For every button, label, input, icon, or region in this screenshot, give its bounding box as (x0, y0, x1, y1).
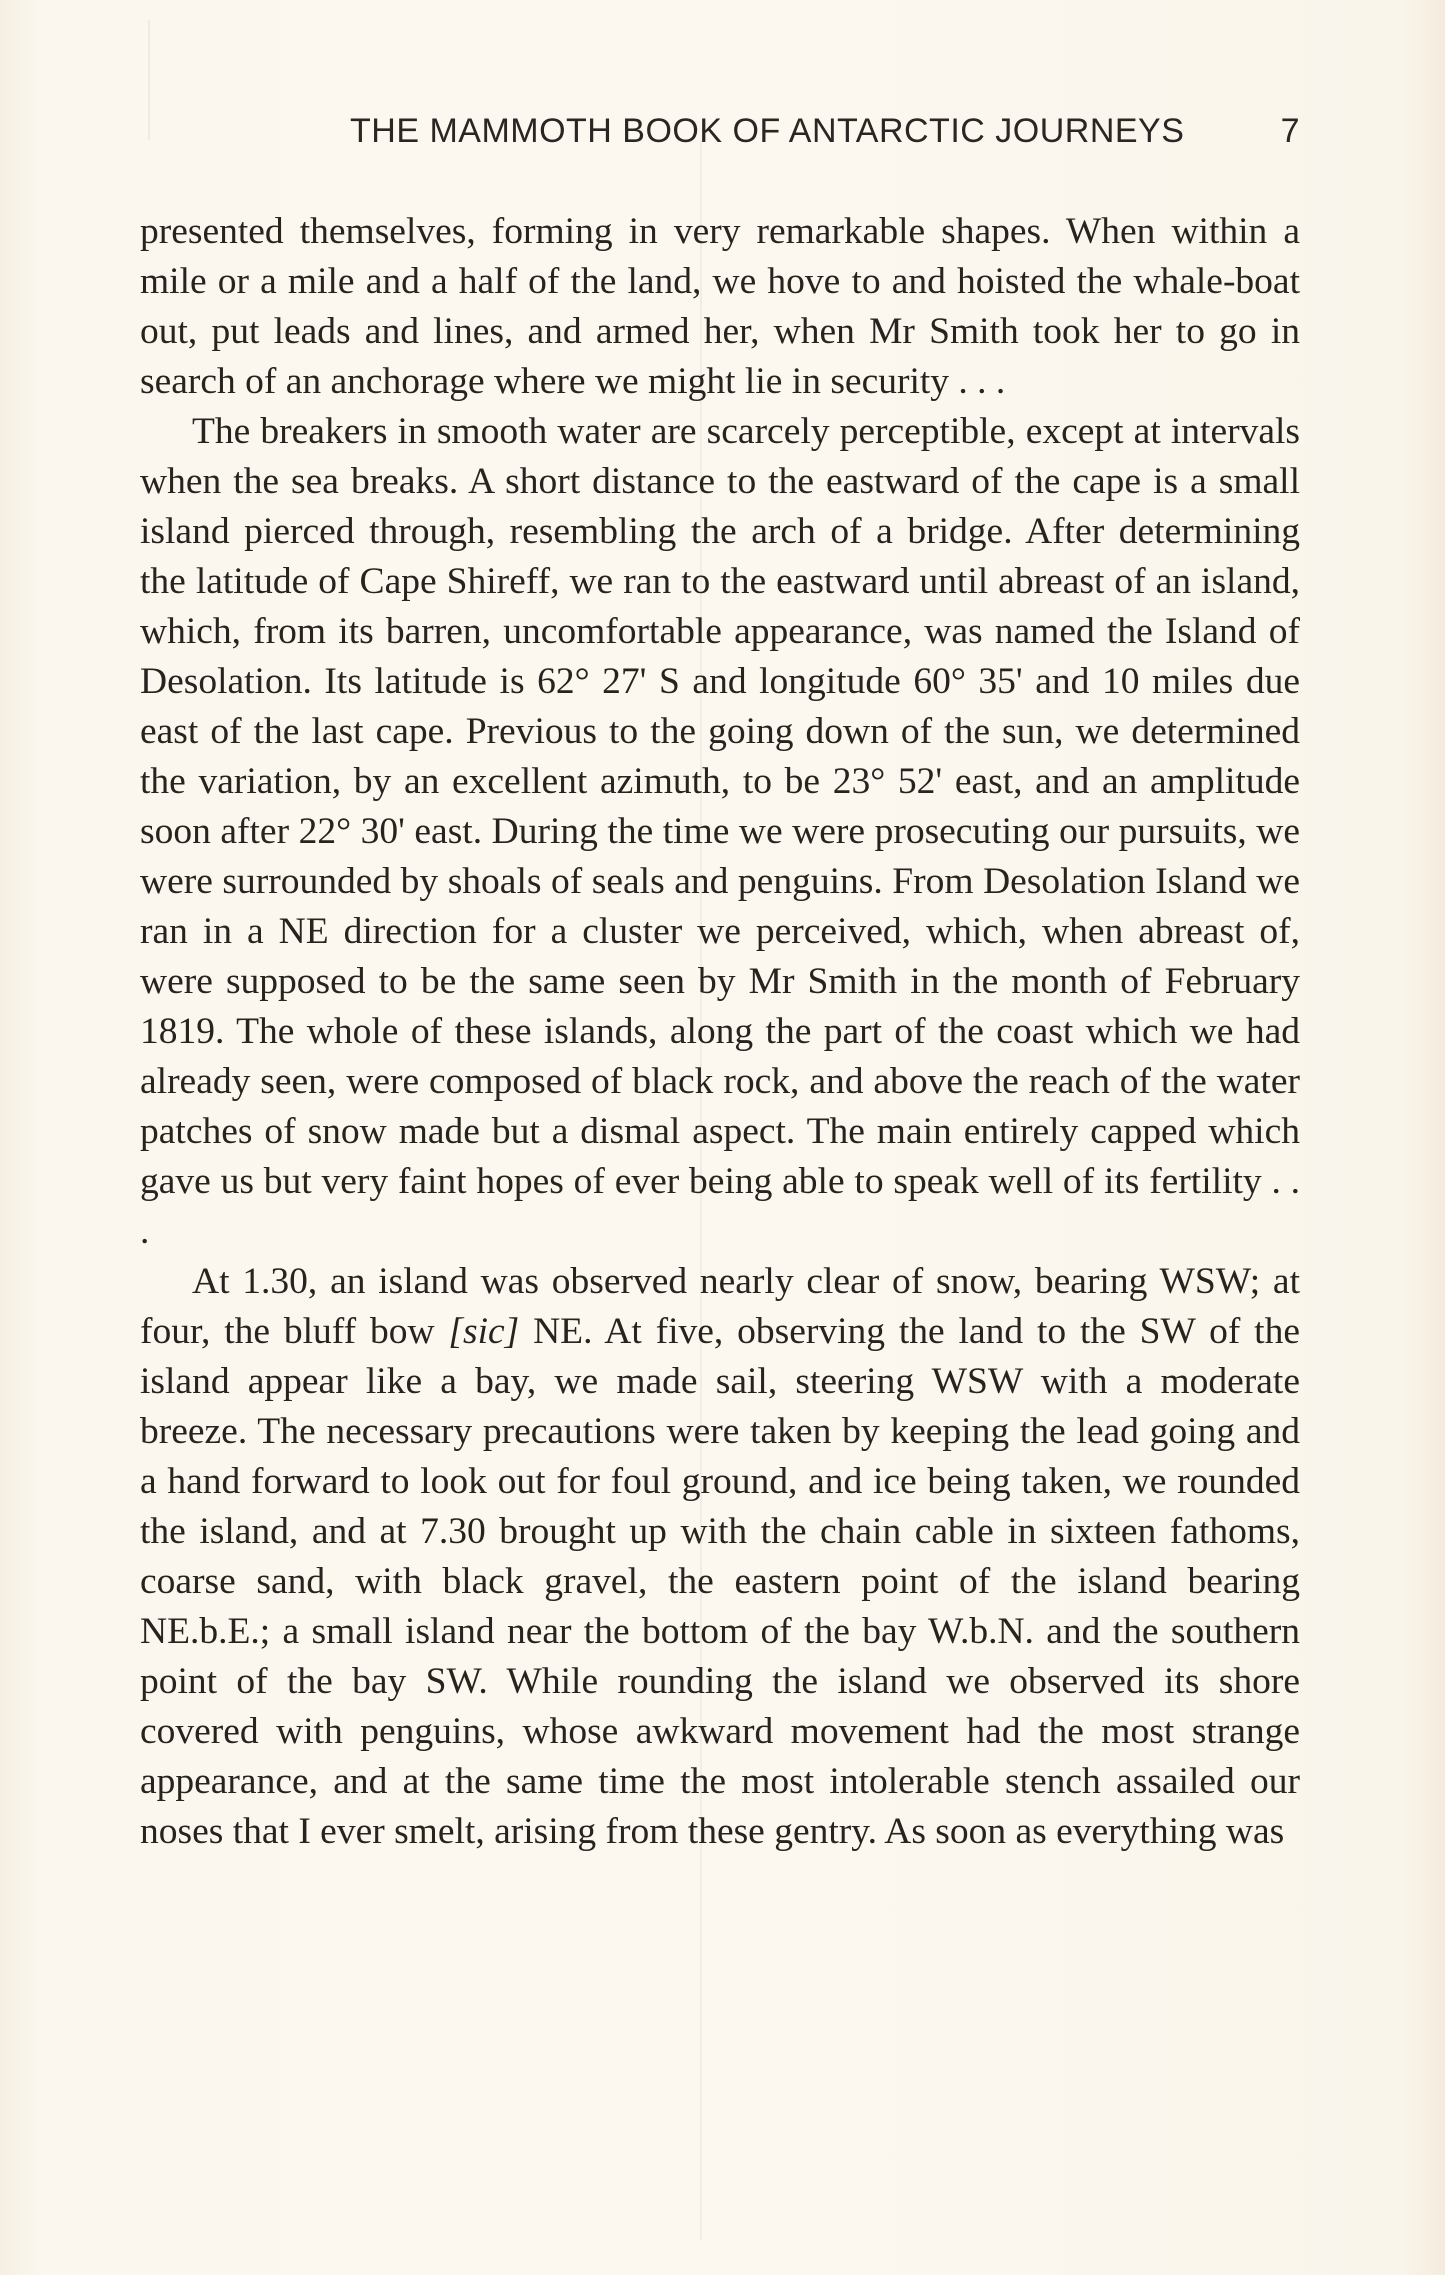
sic-italic: [sic] (448, 1311, 520, 1352)
running-head (140, 112, 1300, 162)
paragraph (140, 1257, 1300, 1857)
paragraph: presented themselves, forming in very remarkable shapes. When within a mile or a mile and a half of the land, we hove to and hoisted the whale-boat out, put leads and lines, and armed her, when Mr Smith took her to go in search of an anchorage where we might lie in security . . . (140, 211, 1300, 402)
running-title: THE MAMMOTH BOOK OF ANTARCTIC JOURNEYS (350, 112, 1185, 150)
body-text (140, 207, 1300, 1857)
paragraph: The breakers in smooth water are scarcely perceptible, except at intervals when the sea breaks. A short distance to the eastward of the cape is a small island pierced through, resembling the arch of a bridge. After determining the latitude of Cape Shireff, we ran to the eastward until abreast of an island, which, from its barren, uncomfortable appearance, was named the Island of Desolation. Its latitude is 62° 27' S and longitude 60° 35' and 10 miles due east of the last cape. Previous to the going down of the sun, we determined the variation, by an excellent azimuth, to be 23° 52' east, and an amplitude soon after 22° 30' east. During the time we were prosecuting our pursuits, we were surrounded by shoals of seals and penguins. From Desolation Island we ran in a NE direction for a cluster we perceived, which, when abreast of, were supposed to be the same seen by Mr Smith in the month of February 1819. The whole of these islands, along the part of the coast which we had already seen, were composed of black rock, and above the reach of the water patches of snow made but a dismal aspect. The main entirely capped which gave us but very faint hopes of ever being able to speak well of its fertility . . . (140, 411, 1300, 1252)
paragraph-text: At 1.30, an island was observed nearly clear of snow, bearing WSW; at four, the bluff bow (140, 1261, 1300, 1352)
page-number: 7 (1280, 112, 1300, 150)
paragraph-text: NE. At five, observing the land to the SW of the island appear like a bay, we made sail, steering WSW with a moderate breeze. The necessary precautions were taken by keeping the lead going and a hand forward to look out for foul ground, and ice being taken, we rounded the island, and at 7.30 brought up with the chain cable in sixteen fathoms, coarse sand, with black gravel, the eastern point of the island bearing NE.b.E.; a small island near the bottom of the bay W.b.N. and the southern point of the bay SW. While rounding the island we observed its shore covered with penguins, whose awkward movement had the most strange appearance, and at the same time the most intolerable stench assailed our noses that I ever smelt, arising from these gentry. As soon as everything was (140, 1311, 1300, 1852)
